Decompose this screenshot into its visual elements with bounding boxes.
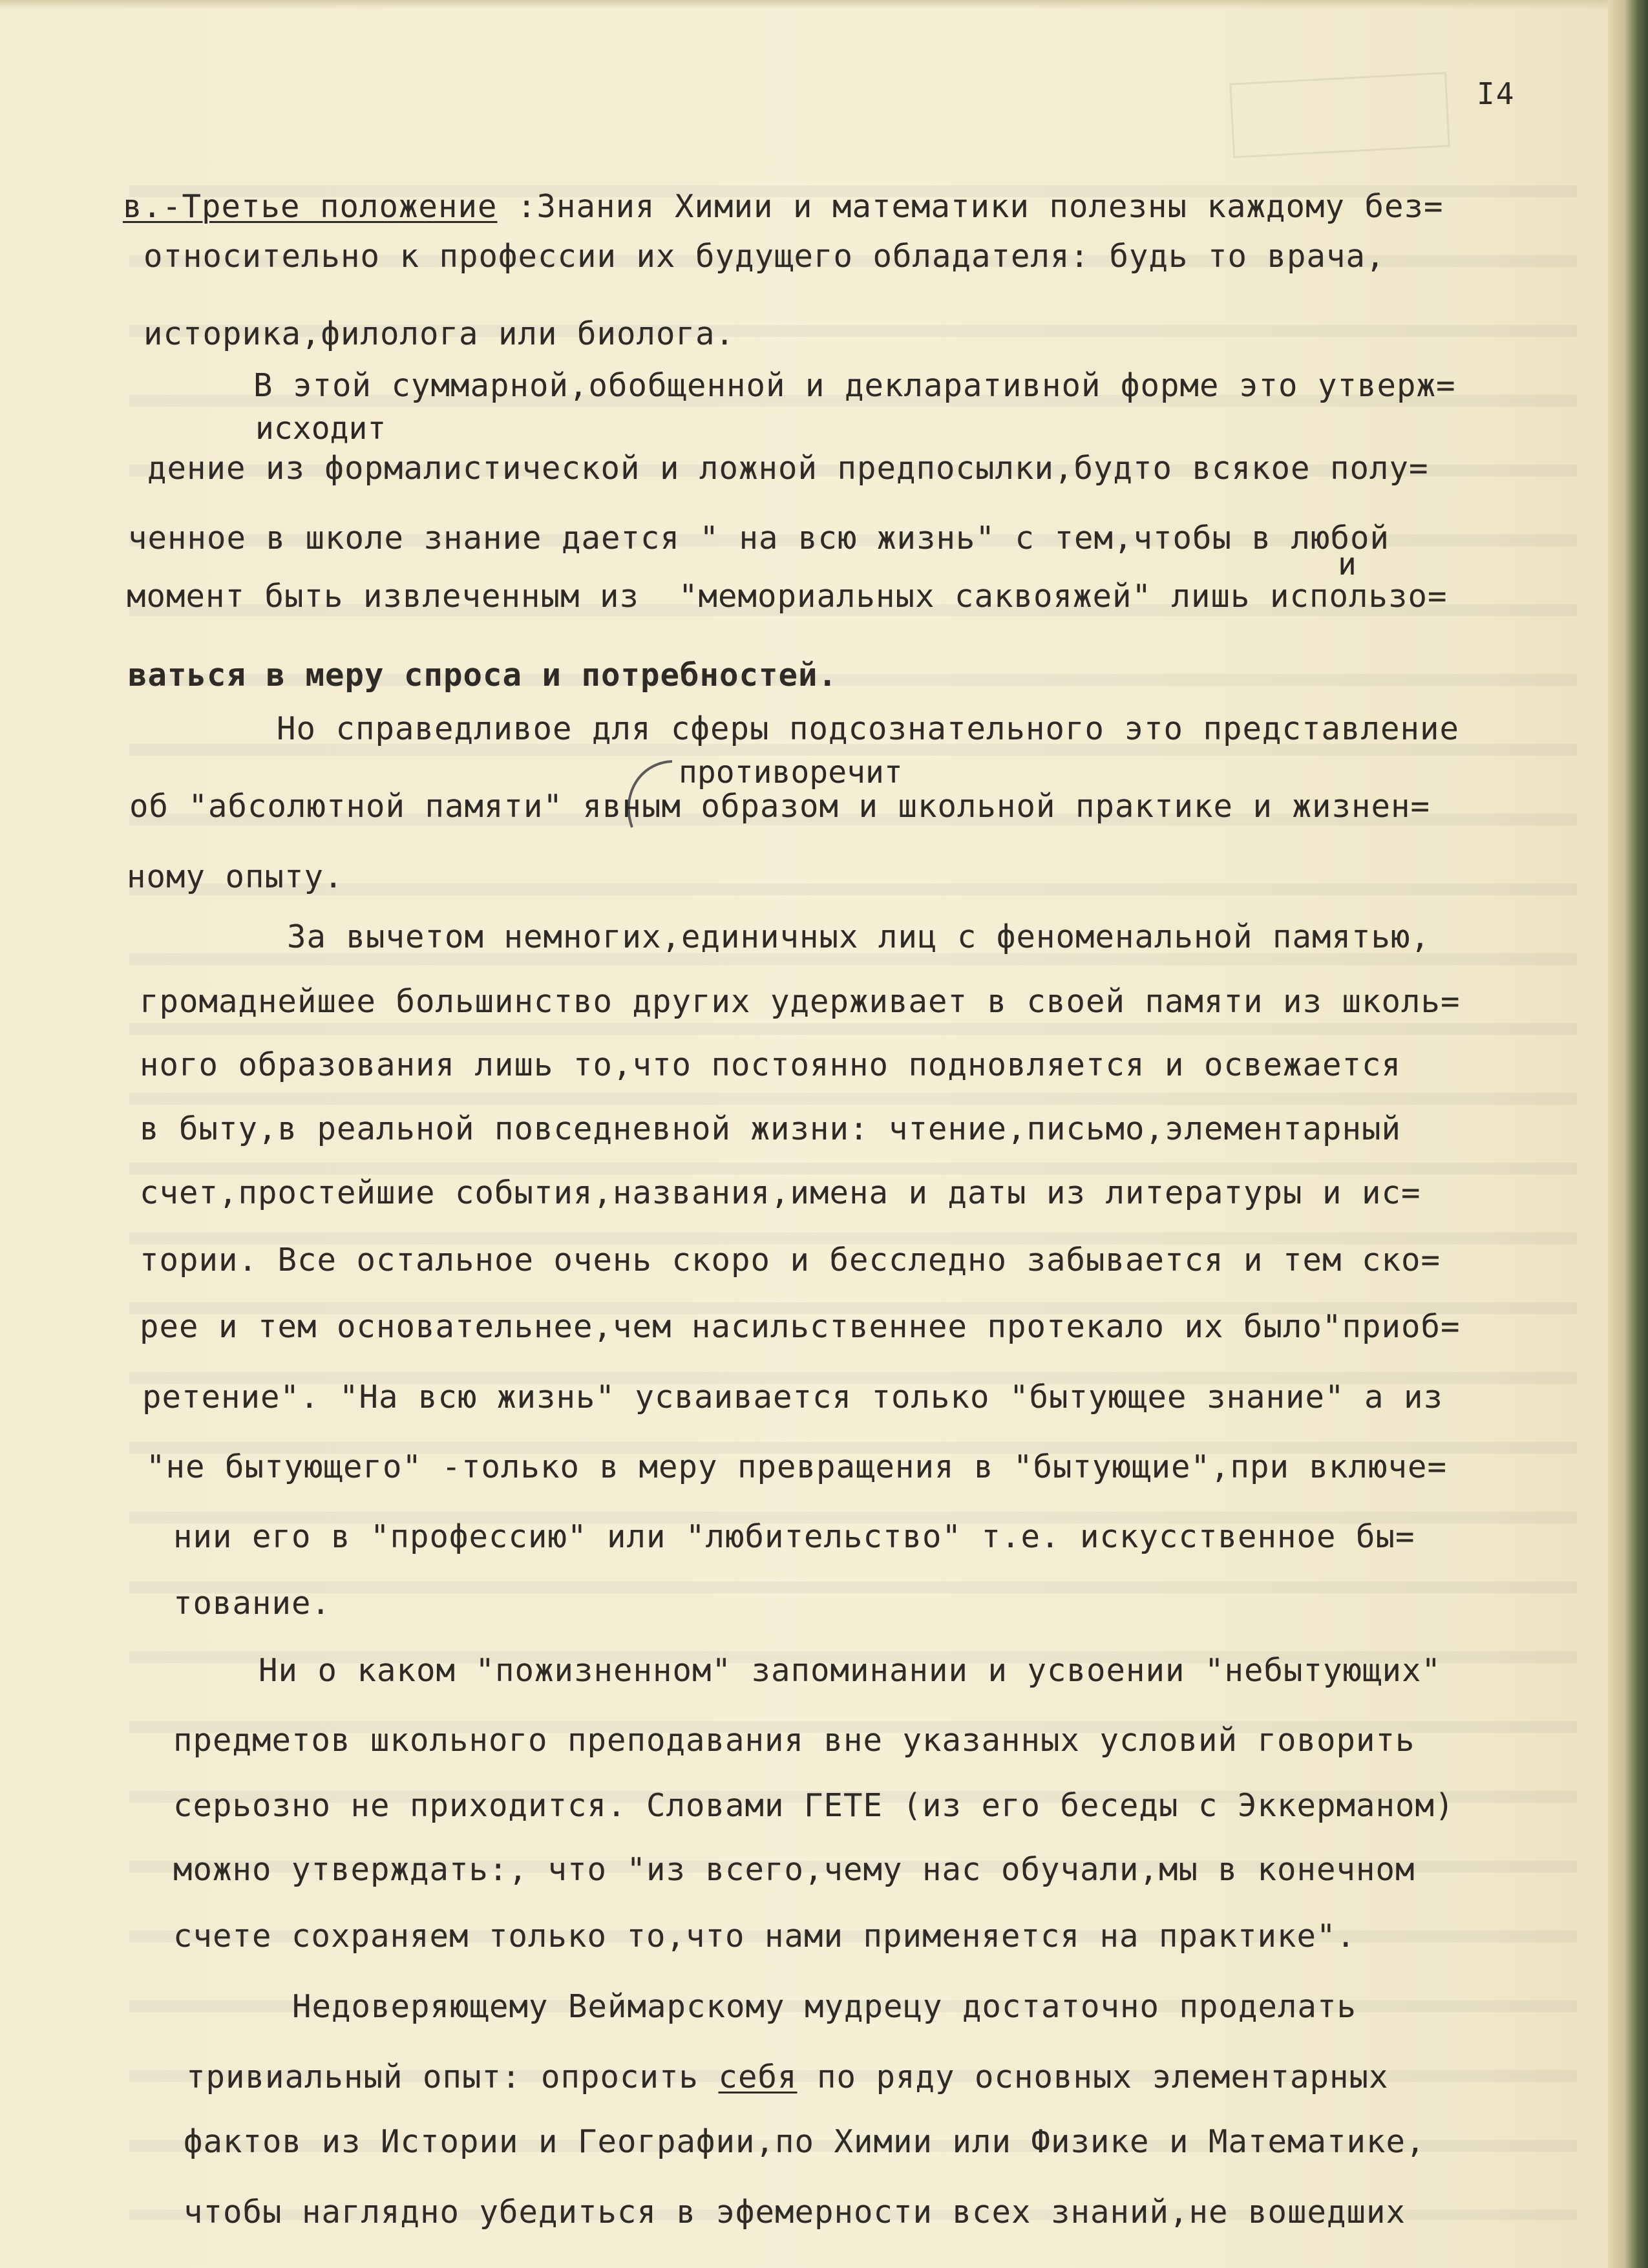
- underlined-word: себя: [718, 2059, 798, 2095]
- text-line-21: нии его в "профессию" или "любительство" т.е. искусственное бы=: [173, 1518, 1415, 1555]
- text-line-24: предметов школьного преподавания вне указанных условий говорить: [173, 1722, 1415, 1759]
- page-top-edge: [0, 0, 1648, 9]
- handwritten-insertion-2: и: [1338, 546, 1357, 582]
- text-line-23: Ни о каком "пожизненном" запоминании и усвоении "небытующих": [259, 1652, 1442, 1689]
- text-line-1: [123, 187, 1444, 226]
- text-line-6: ченное в школе знание дается " на всю жизнь" с тем,чтобы в любой: [128, 520, 1390, 556]
- text-line-18: рее и тем основательнее,чем насильственнее протекало их было"приоб=: [140, 1308, 1461, 1345]
- text-line-5: дение из формалистической и ложной предпосылки,будто всякое полу=: [147, 450, 1429, 487]
- text-line-9: Но справедливое для сферы подсознательного это представление: [277, 710, 1460, 747]
- archive-stamp-faint: [1229, 72, 1450, 158]
- text-line-17: тории. Все остальное очень скоро и бесследно забывается и тем ско=: [140, 1242, 1441, 1278]
- text-line-20: "не бытующего" -только в меру превращения в "бытующие",при включе=: [146, 1448, 1448, 1485]
- text-line-2: относительно к профессии их будущего обладателя: будь то врача,: [143, 238, 1386, 275]
- text-line-29-end: по ряду основных элементарных: [797, 2059, 1389, 2095]
- page-number: I4: [1477, 76, 1516, 111]
- text-line-26: можно утверждать:, что "из всего,чему нас обучали,мы в конечном: [173, 1851, 1415, 1888]
- text-line-13: громаднейшее большинство других удерживает в своей памяти из школь=: [140, 983, 1461, 1020]
- text-line-12: За вычетом немногих,единичных лиц с феноменальной памятью,: [287, 918, 1431, 955]
- text-line-29-start: тривиальный опыт: опросить: [186, 2059, 719, 2095]
- text-line-3: историка,филолога или биолога.: [143, 315, 735, 352]
- text-line-30: фактов из Истории и Географии,по Химии или Физике и Математике,: [184, 2123, 1426, 2160]
- text-line-1-rest: :Знания Химии и математики полезны каждому без=: [497, 188, 1444, 225]
- text-line-19: ретение". "На всю жизнь" усваивается только "бытующее знание" а из: [142, 1379, 1444, 1415]
- text-line-31: чтобы наглядно убедиться в эфемерности всех знаний,не вошедших: [184, 2194, 1406, 2231]
- text-line-7: момент быть извлеченным из "мемориальных саквояжей" лишь использо=: [127, 578, 1448, 615]
- text-line-14: ного образования лишь то,что постоянно подновляется и освежается: [140, 1046, 1402, 1083]
- text-line-25: серьозно не приходится. Словами ГЕТЕ (из его беседы с Эккерманом): [173, 1787, 1455, 1824]
- text-line-16: счет,простейшие события,названия,имена и даты из литературы и ис=: [140, 1174, 1421, 1211]
- text-line-15: в быту,в реальной повседневной жизни: чтение,письмо,элементарный: [140, 1110, 1402, 1147]
- handwritten-insertion-3: противоречит: [679, 754, 903, 790]
- binding-edge: [1608, 0, 1648, 2268]
- section-heading: в.-Третье положение: [123, 188, 498, 225]
- text-line-8: ваться в меру спроса и потребностей.: [128, 657, 838, 694]
- text-line-10: об "абсолютной памяти" явным образом и школьной практике и жизнен=: [129, 788, 1431, 825]
- text-line-27: счете сохраняем только то,что нами применяется на практике".: [173, 1918, 1357, 1955]
- text-line-4: В этой суммарной,обобщенной и декларативной форме это утверж=: [253, 367, 1456, 404]
- text-line-22: тование.: [173, 1585, 332, 1622]
- text-line-29: [186, 2058, 1389, 2097]
- text-line-11: ному опыту.: [127, 858, 344, 895]
- text-line-28: Недоверяющему Веймарскому мудрецу достаточно проделать: [292, 1988, 1357, 2025]
- handwritten-insertion-1: исходит: [255, 410, 386, 447]
